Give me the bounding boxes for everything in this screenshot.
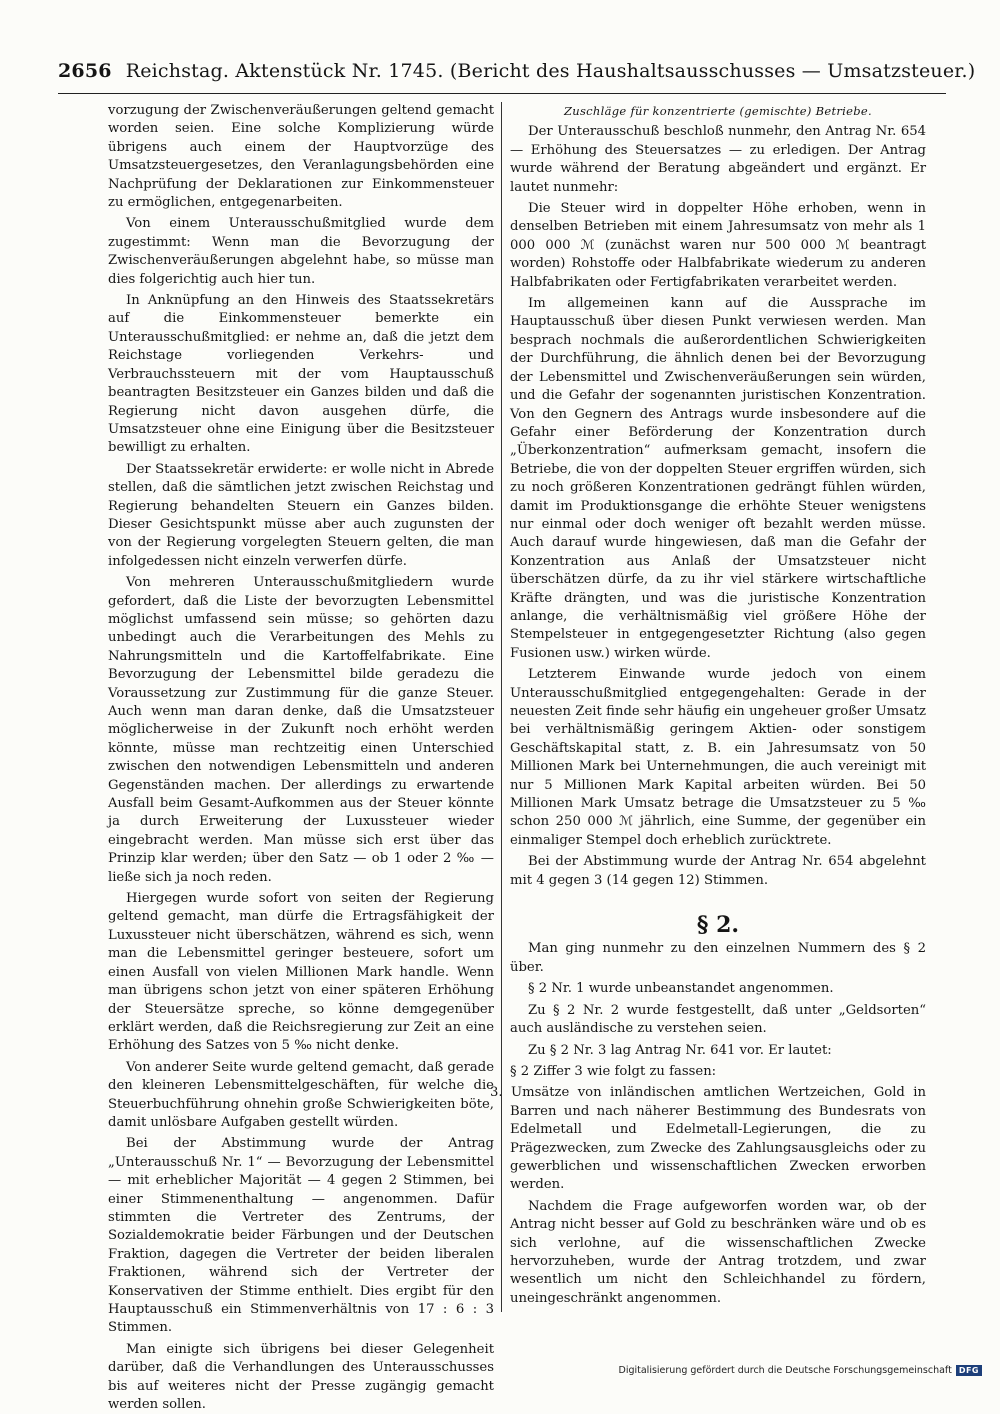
paragraph: Der Staatssekretär erwiderte: er wolle nicht in Abrede stellen, daß die sämtlichen jetzt zwischen Reichstag und Regierung behandelten Steuern ein Ganzes bilden. Dieser Gesichtspunkt müsse aber auch zugunsten der von der Regierung vorgelegten Steuern gelten, die man infolgedessen nicht einzeln verwerfen dürfe. — [108, 461, 494, 569]
paragraph: Zu § 2 Nr. 3 lag Antrag Nr. 641 vor. Er lautet: — [528, 1042, 832, 1058]
list-item: 3. Umsätze von inländischen amtlichen Wertzeichen, Gold in Barren und nach näherer Bestimmung des Bundesrats von Edelmetall und Edelmetall-Legierungen, die zu Prägezwecken, zum Zwecke des Zahlungsausgleichs oder zu gewerblichen und wissenschaftlichen Zwecken erworben werden. — [490, 1085, 926, 1193]
paragraph: Bei der Abstimmung wurde der Antrag „Unterausschuß Nr. 1“ — Bevorzugung der Lebensmittel — mit erheblicher Majorität — 4 gegen 2 Stimmen, bei einer Stimmenenthaltung — angenommen. Dafür stimmten die Vertreter des Zentrums, der Sozialdemokratie beider Färbungen und der Deutschen Fraktion, dagegen die Vertreter der beiden liberalen Fraktionen, während sich der Vertreter der Konservativen der Stimme enthielt. Dies ergibt für den Hauptausschuß ein Stimmenverhältnis von 17 : 6 : 3 Stimmen. — [108, 1136, 494, 1336]
paragraph: Nachdem die Frage aufgeworfen worden war, ob der Antrag nicht besser auf Gold zu beschränken wäre und ob es sich verlohne, auf die wissenschaftlichen Zwecke hervorzuheben, wurde der Antrag trotzdem, und zwar wesentlich um nicht den Schleichhandel zu fördern, uneingeschränkt angenommen. — [510, 1198, 926, 1306]
paragraph: § 2 Nr. 1 wurde unbeanstandet angenommen. — [528, 981, 834, 997]
column-divider — [501, 102, 502, 1312]
credit-text: Digitalisierung gefördert durch die Deutsche Forschungsgemeinschaft — [618, 1365, 952, 1376]
running-title: Reichstag. Aktenstück Nr. 1745. (Bericht des Haushaltsausschusses — Umsatzsteuer.) — [125, 60, 976, 82]
page-number: 2656 — [58, 60, 112, 82]
right-column — [490, 102, 926, 1312]
dfg-logo: DFG — [956, 1365, 982, 1376]
paragraph: In Anknüpfung an den Hinweis des Staatssekretärs auf die Einkommensteuer bemerkte ein Unterausschußmitglied: er nehme an, daß die jetzt dem Reichstage vorliegenden Verkehrs- und Verbrauchssteuern mit der vom Hauptausschuß beantragten Besitzsteuer ein Ganzes bilden und daß die Regierung nicht davon ausgehen dürfe, die Umsatzsteuer ohne eine Einigung über die Besitzsteuer bewilligt zu erhalten. — [108, 293, 494, 456]
left-column — [108, 102, 494, 1413]
paragraph: Von mehreren Unterausschußmitgliedern wurde gefordert, daß die Liste der bevorzugten Lebensmittel möglichst umfassend sein müsse; so gehörten dazu unbedingt auch die Verarbeitungen des Mehls zu Nahrungsmitteln und die Kartoffelfabrikate. Eine Bevorzugung der Lebensmittel bilde geradezu die Voraussetzung zur Zustimmung für die ganze Steuer. Auch wenn man daran denke, daß die Umsatzsteuer möglicherweise in der Zukunft noch erhöht werden könnte, müsse man rechtzeitig einen Unterschied zwischen den notwendigen Lebensmitteln und anderen Gegenständen machen. Der allerdings zu erwartende Ausfall beim Gesamt-Aufkommen aus der Steuer könnte ja durch Erweiterung der Luxussteuer wieder eingebracht werden. Man müsse sich erst über das Prinzip klar werden; über den Satz — ob 1 oder 2 ‰ — ließe sich ja noch reden. — [108, 575, 494, 885]
digitization-credit — [619, 1365, 982, 1376]
paragraph: Zu § 2 Nr. 2 wurde festgestellt, daß unter „Geldsorten“ auch ausländische zu verstehen seien. — [510, 1002, 926, 1037]
paragraph: Der Unterausschuß beschloß nunmehr, den Antrag Nr. 654 — Erhöhung des Steuersatzes — zu erledigen. Der Antrag wurde während der Beratung abgeändert und ergänzt. Er lautet nunmehr: — [510, 124, 926, 195]
paragraph: Letzterem Einwande wurde jedoch von einem Unterausschußmitglied entgegengehalten: Gerade in der neuesten Zeit finde sehr häufig ein ungeheuer großer Umsatz bei verhältnismäßig geringem Aktien- oder sonstigem Geschäftskapital statt, z. B. ein Jahresumsatz von 50 Millionen Mark bei Unternehmungen, die auch vereinigt mit nur 5 Millionen Mark Kapital arbeiten würden. Bei 50 Millionen Mark Umsatz betrage die Umsatzsteuer zu 5 ‰ schon 250 000 ℳ jährlich, eine Summe, der gegenüber ein einmaliger Stempel doch erheblich zurücktrete. — [510, 667, 926, 848]
paragraph: Bei der Abstimmung wurde der Antrag Nr. 654 abgelehnt mit 4 gegen 3 (14 gegen 12) Stimmen. — [510, 854, 926, 888]
paragraph: Von anderer Seite wurde geltend gemacht, daß gerade den kleineren Lebensmittelgeschäften, für welche die Steuerbuchführung ohnehin große Schwierigkeiten böte, damit unlösbare Aufgaben gestellt würden. — [108, 1059, 494, 1130]
paragraph: Im allgemeinen kann auf die Aussprache im Hauptausschuß über diesen Punkt verwiesen werden. Man besprach nochmals die außerordentlichen Schwierigkeiten der Durchführung, die ähnlich denen bei der Bevorzugung der Lebensmittel und Zwischenveräußerungen sein würden, und die Gefahr der sogenannten juristischen Konzentration. Von den Gegnern des Antrags wurde insbesondere auf die Gefahr einer Beförderung der Konzentration durch „Überkonzentration“ aufmerksam gemacht, insofern die Betriebe, die von der doppelten Steuer ergriffen würden, sich zu noch größeren Konzentrationen gedrängt fühlen würden, damit im Produktionsgange die erhöhte Steuer wenigstens nur einmal oder doch weniger oft bezahlt werden müsse. Auch darauf wurde hingewiesen, daß man die Gefahr der Konzentration aus Anlaß der Umsatzsteuer nicht überschätzen dürfe, da zu ihr viel stärkere wirtschaftliche Kräfte drängten, und was die juristische Konzentration anlange, die verhältnismäßig viel größere Höhe der Stempelsteuer in entgegengesetzter Richtung (also gegen Fusionen usw.) wirken würde. — [510, 296, 926, 661]
subheading: Zuschläge für konzentrierte (gemischte) Betriebe. — [563, 104, 872, 118]
section-heading: § 2. — [696, 912, 740, 939]
paragraph: Man einigte sich übrigens bei dieser Gelegenheit darüber, daß die Verhandlungen des Unterausschusses bis auf weiteres nicht der Presse zugängig gemacht werden sollen. — [108, 1341, 494, 1413]
paragraph: vorzugung der Zwischenveräußerungen geltend gemacht worden seien. Eine solche Komplizierung würde übrigens auch einem der Hauptvorzüge des Umsatzsteuergesetzes, den Veranlagungsbehörden eine Nachprüfung der Deklarationen zur Einkommensteuer zu ermöglichen, entgegenarbeiten. — [108, 103, 494, 211]
header-rule — [58, 93, 946, 94]
paragraph: Hiergegen wurde sofort von seiten der Regierung geltend gemacht, man dürfe die Ertragsfähigkeit der Luxussteuer nicht überschätzen, während es sich, wenn man die Lebensmittel geringer besteuere, sofort um einen Ausfall von vielen Millionen Mark handle. Wenn man übrigens schon jetzt von einer späteren Erhöhung der Steuersätze spreche, so könne demgegenüber erklärt werden, daß die Reichsregierung zur Zeit an eine Erhöhung des Satzes von 5 ‰ nicht denke. — [108, 891, 494, 1054]
page-header — [58, 60, 976, 94]
paragraph: Man ging nunmehr zu den einzelnen Nummern des § 2 über. — [510, 941, 926, 975]
paragraph: Von einem Unterausschußmitglied wurde dem zugestimmt: Wenn man die Bevorzugung der Zwischenveräußerungen abgelehnt habe, so müsse man dies folgerichtig auch hier tun. — [108, 216, 494, 287]
quoted-motion: Die Steuer wird in doppelter Höhe erhoben, wenn in denselben Betrieben mit einem Jahresumsatz von mehr als 1 000 000 ℳ (zunächst waren nur 500 000 ℳ beantragt worden) Rohstoffe oder Halbfabrikate wiederum zu anderen Halbfabrikaten oder Fertigfabrikaten verarbeitet werden. — [510, 201, 926, 290]
quoted-motion: § 2 Ziffer 3 wie folgt zu fassen: — [510, 1063, 717, 1079]
